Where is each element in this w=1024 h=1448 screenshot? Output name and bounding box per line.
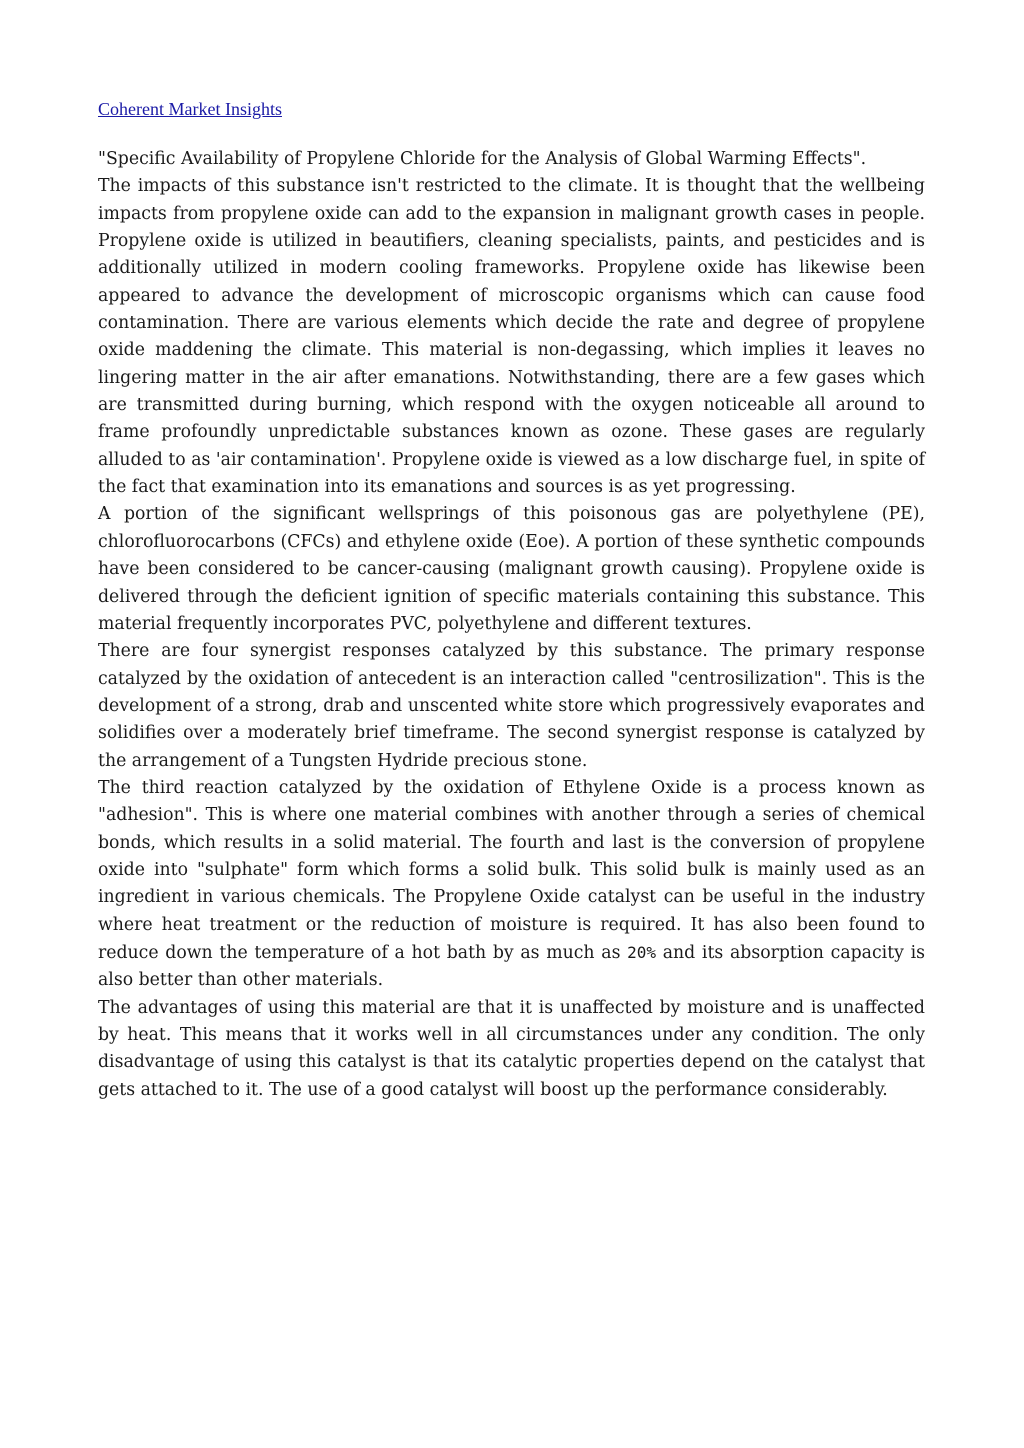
paragraph-adhesion (98, 775, 925, 995)
paragraph-responses: There are four synergist responses catalyzed by this substance. The primary response catalyzed by the oxidation of antecedent is an interaction called "centrosilization". This is the development of a strong, drab and unscented white store which progressively evaporates and solidifies over a moderately brief timeframe. The second synergist response is catalyzed by the arrangement of a Tungsten Hydride precious stone. (98, 641, 925, 771)
percentage-value: 20% (627, 942, 657, 962)
source-link[interactable]: Coherent Market Insights (98, 99, 282, 119)
document-page (98, 96, 925, 1104)
paragraph-advantages: The advantages of using this material are that it is unaffected by moisture and is unaffected by heat. This means that it works well in all circumstances under any condition. The only disadvantage of using this catalyst is that its catalytic properties depend on the catalyst that gets attached to it. The use of a good catalyst will boost up the performance considerably. (98, 997, 925, 1100)
paragraph-title-quote: "Specific Availability of Propylene Chloride for the Analysis of Global Warming Effects". (98, 149, 867, 169)
paragraph-adhesion-text-end: and its absorption capacity is also better than other materials. (98, 942, 925, 991)
paragraph-sources: A portion of the significant wellsprings of this poisonous gas are polyethylene (PE), chlorofluorocarbons (CFCs) and ethylene oxide (Eoe). A portion of these synthetic compounds have been considered to be cancer-causing (malignant growth causing). Propylene oxide is delivered through the deficient ignition of specific materials containing this substance. This material frequently incorporates PVC, polyethylene and different textures. (98, 504, 925, 634)
paragraph-impacts: The impacts of this substance isn't restricted to the climate. It is thought that the wellbeing impacts from propylene oxide can add to the expansion in malignant growth cases in people. Propylene oxide is utilized in beautifiers, cleaning specialists, paints, and pesticides and is additionally utilized in modern cooling frameworks. Propylene oxide has likewise been appeared to advance the development of microscopic organisms which can cause food contamination. There are various elements which decide the rate and degree of propylene oxide maddening the climate. This material is non-degassing, which implies it leaves no lingering matter in the air after emanations. Notwithstanding, there are a few gases which are transmitted during burning, which respond with the oxygen noticeable all around to frame profoundly unpredictable substances known as ozone. These gases are regularly alluded to as 'air contamination'. Propylene oxide is viewed as a low discharge fuel, in spite of the fact that examination into its emanations and sources is as yet progressing. (98, 176, 925, 498)
paragraph-adhesion-text: The third reaction catalyzed by the oxidation of Ethylene Oxide is a process known as "adhesion". This is where one material combines with another through a series of chemical bonds, which results in a solid material. The fourth and last is the conversion of propylene oxide into "sulphate" form which forms a solid bulk. This solid bulk is mainly used as an ingredient in various chemicals. The Propylene Oxide catalyst can be useful in the industry where heat treatment or the reduction of moisture is required. It has also been found to reduce down the temperature of a hot bath by as much as (98, 777, 925, 963)
